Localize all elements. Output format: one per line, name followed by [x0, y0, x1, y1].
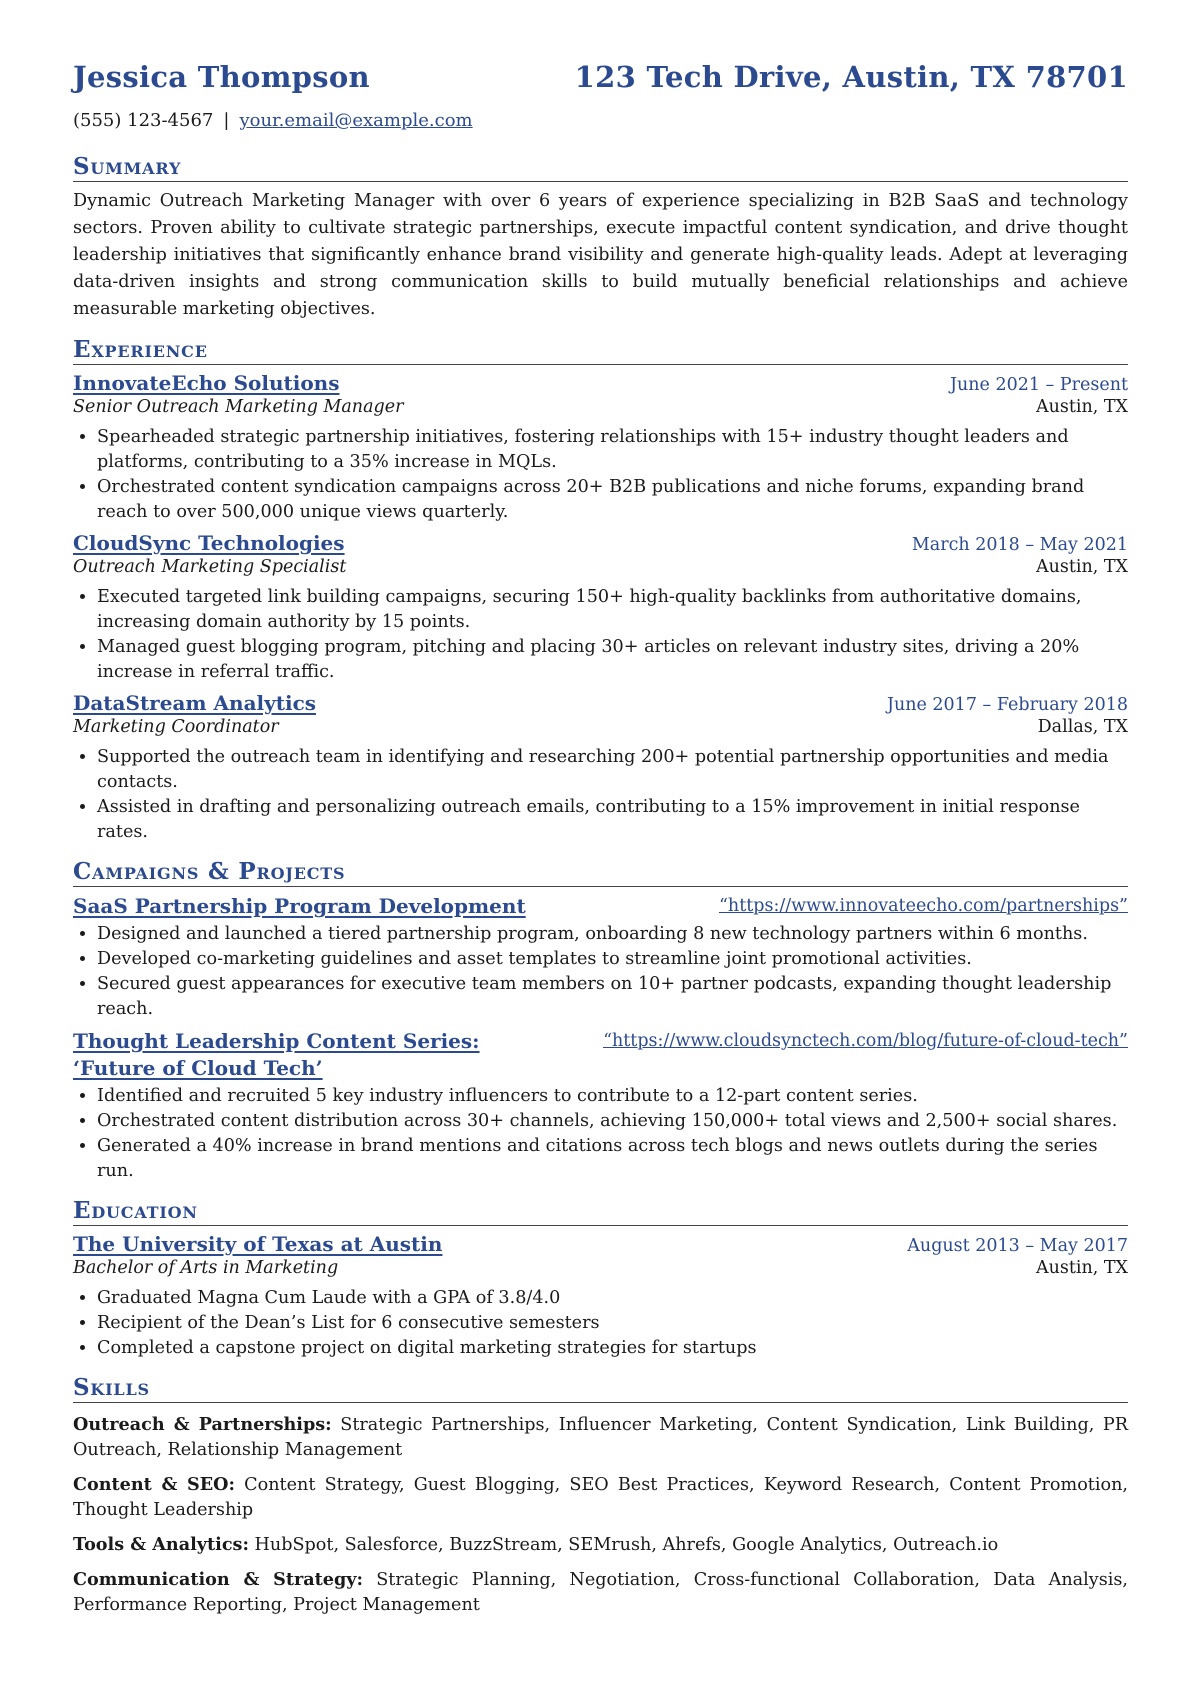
- project-name[interactable]: Thought Leadership Content Series: ‘Future of Cloud Tech’: [73, 1029, 480, 1080]
- candidate-address: 123 Tech Drive, Austin, TX 78701: [574, 60, 1128, 94]
- projects-section: [73, 859, 1128, 1184]
- bullet-item: • Spearheaded strategic partnership initiatives, fostering relationships with 15+ industry thought leaders and platforms, contributing to a 35% increase in MQLs.: [97, 425, 1128, 475]
- skill-label: Outreach & Partnerships:: [73, 1414, 332, 1435]
- bullet-item: • Executed targeted link building campaigns, securing 150+ high-quality backlinks from authoritative domains, increasing domain authority by 15 points.: [97, 585, 1128, 635]
- skill-text: Content Strategy, Guest Blogging, SEO Best Practices, Keyword Research, Content Promotion, Thought Leadership: [73, 1475, 1129, 1520]
- project-bullets: [73, 922, 1128, 1022]
- company-name[interactable]: DataStream Analytics: [73, 691, 317, 715]
- job-entry: [73, 371, 1128, 525]
- skill-row: [73, 1532, 1128, 1558]
- job-dates: June 2017 – February 2018: [886, 695, 1128, 715]
- summary-section: [73, 154, 1128, 323]
- skill-label: Communication & Strategy:: [73, 1569, 363, 1590]
- bullet-item: • Completed a capstone project on digital marketing strategies for startups: [97, 1336, 1128, 1361]
- skill-label: Tools & Analytics:: [73, 1534, 249, 1555]
- degree: Bachelor of Arts in Marketing: [73, 1258, 339, 1278]
- bullet-item: • Assisted in drafting and personalizing outreach emails, contributing to a 15% improvement in initial response rates.: [97, 795, 1128, 845]
- bullet-item: • Developed co-marketing guidelines and asset templates to streamline joint promotional activities.: [97, 947, 1128, 972]
- section-title-education: Education: [73, 1198, 1128, 1226]
- project-entry: [73, 1028, 1128, 1184]
- bullet-item: • Secured guest appearances for executive team members on 10+ partner podcasts, expanding thought leadership reach.: [97, 972, 1128, 1022]
- skill-label: Content & SEO:: [73, 1474, 235, 1495]
- bullet-item: • Managed guest blogging program, pitching and placing 30+ articles on relevant industry sites, driving a 20% increase in referral traffic.: [97, 635, 1128, 685]
- bullet-item: • Identified and recruited 5 key industry influencers to contribute to a 12-part content series.: [97, 1084, 1128, 1109]
- education-location: Austin, TX: [1035, 1258, 1128, 1278]
- candidate-name: Jessica Thompson: [73, 60, 370, 94]
- email-link[interactable]: your.email@example.com: [239, 110, 473, 131]
- section-title-projects: Campaigns & Projects: [73, 859, 1128, 887]
- project-bullets: [73, 1084, 1128, 1184]
- job-bullets: [73, 585, 1128, 685]
- job-location: Dallas, TX: [1037, 717, 1128, 737]
- job-location: Austin, TX: [1035, 557, 1128, 577]
- bullet-item: • Recipient of the Dean’s List for 6 consecutive semesters: [97, 1311, 1128, 1336]
- company-name[interactable]: CloudSync Technologies: [73, 531, 345, 555]
- skill-row: [73, 1567, 1128, 1618]
- bullet-item: • Generated a 40% increase in brand mentions and citations across tech blogs and news outlets during the series run.: [97, 1134, 1128, 1184]
- resume-header: [73, 60, 1128, 108]
- job-entry: [73, 531, 1128, 685]
- school-name[interactable]: The University of Texas at Austin: [73, 1232, 443, 1256]
- skill-row: [73, 1472, 1128, 1523]
- bullet-item: • Orchestrated content distribution across 30+ channels, achieving 150,000+ total views and 2,500+ social shares.: [97, 1109, 1128, 1134]
- project-url-link[interactable]: “https://www.innovateecho.com/partnerships”: [718, 896, 1128, 916]
- bullet-item: • Supported the outreach team in identifying and researching 200+ potential partnership opportunities and media contacts.: [97, 745, 1128, 795]
- job-dates: March 2018 – May 2021: [911, 535, 1128, 555]
- education-section: [73, 1198, 1128, 1361]
- phone-number: (555) 123-4567: [73, 110, 214, 131]
- job-role: Marketing Coordinator: [73, 717, 279, 737]
- bullet-item: • Graduated Magna Cum Laude with a GPA of 3.8/4.0: [97, 1286, 1128, 1311]
- job-role: Outreach Marketing Specialist: [73, 557, 347, 577]
- skill-text: HubSpot, Salesforce, BuzzStream, SEMrush, Ahrefs, Google Analytics, Outreach.io: [254, 1535, 999, 1555]
- experience-section: [73, 337, 1128, 845]
- skill-row: [73, 1412, 1128, 1463]
- section-title-summary: Summary: [73, 154, 1128, 182]
- contact-line: [73, 110, 1128, 140]
- job-bullets: [73, 425, 1128, 525]
- job-dates: June 2021 – Present: [949, 375, 1128, 395]
- section-title-skills: Skills: [73, 1375, 1128, 1403]
- skill-text: Strategic Partnerships, Influencer Marketing, Content Syndication, Link Building, PR Outreach, Relationship Management: [73, 1415, 1129, 1460]
- bullet-item: • Designed and launched a tiered partnership program, onboarding 8 new technology partners within 6 months.: [97, 922, 1128, 947]
- project-name[interactable]: SaaS Partnership Program Development: [73, 894, 526, 918]
- job-location: Austin, TX: [1035, 397, 1128, 417]
- project-entry: [73, 893, 1128, 1022]
- job-role: Senior Outreach Marketing Manager: [73, 397, 404, 417]
- skills-section: [73, 1375, 1128, 1618]
- company-name[interactable]: InnovateEcho Solutions: [73, 371, 340, 395]
- job-bullets: [73, 745, 1128, 845]
- skill-text: Strategic Planning, Negotiation, Cross-functional Collaboration, Data Analysis, Performance Reporting, Project Management: [73, 1570, 1129, 1615]
- education-bullets: [73, 1286, 1128, 1361]
- project-url-link[interactable]: “https://www.cloudsynctech.com/blog/future-of-cloud-tech”: [603, 1031, 1128, 1051]
- section-title-experience: Experience: [73, 337, 1128, 365]
- bullet-item: • Orchestrated content syndication campaigns across 20+ B2B publications and niche forums, expanding brand reach to over 500,000 unique views quarterly.: [97, 475, 1128, 525]
- contact-separator: |: [223, 110, 230, 131]
- resume-page: [73, 60, 1128, 1618]
- summary-text: Dynamic Outreach Marketing Manager with over 6 years of experience specializing in B2B SaaS and technology sectors. Proven ability to cultivate strategic partnerships, execute impactful content syndication, and drive thought leadership initiatives that significantly enhance brand visibility and generate high-quality leads. Adept at leveraging data-driven insights and strong communication skills to build mutually beneficial relationships and achieve measurable marketing objectives.: [73, 191, 1128, 319]
- job-entry: [73, 691, 1128, 845]
- education-dates: August 2013 – May 2017: [907, 1236, 1128, 1256]
